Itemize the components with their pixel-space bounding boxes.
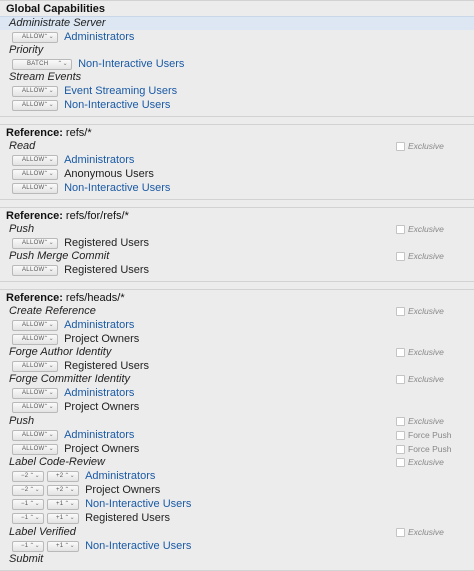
- group-link[interactable]: Administrators: [64, 387, 135, 400]
- exclusive-checkbox[interactable]: [396, 417, 405, 426]
- permission-label: Push Merge Commit: [9, 250, 110, 262]
- action-select[interactable]: ALLOW ⌃⌄: [12, 444, 58, 455]
- group-link[interactable]: Non-Interactive Users: [64, 182, 171, 195]
- rule-row: [0, 483, 474, 497]
- section-title: Global Capabilities: [6, 3, 106, 15]
- group-link[interactable]: Non-Interactive Users: [64, 99, 171, 112]
- group-name: Registered Users: [64, 360, 150, 373]
- exclusive-toggle[interactable]: Exclusive: [396, 373, 470, 385]
- select-arrow-icon: ⌃⌄: [29, 486, 40, 493]
- group-name: Project Owners: [64, 401, 140, 414]
- group-link[interactable]: Administrators: [85, 470, 156, 483]
- exclusive-toggle[interactable]: Exclusive: [396, 223, 470, 235]
- permission-read: [0, 140, 474, 195]
- select-arrow-icon: ⌃⌄: [29, 500, 40, 507]
- select-arrow-icon: ⌃⌄: [64, 472, 75, 479]
- section-title: Reference: refs/for/refs/*: [6, 210, 129, 222]
- select-arrow-icon: ⌃⌄: [43, 321, 54, 328]
- exclusive-toggle[interactable]: Exclusive: [396, 250, 470, 262]
- min-score-select[interactable]: −2 ⌃⌄: [12, 485, 44, 496]
- select-arrow-icon: ⌃⌄: [43, 389, 54, 396]
- exclusive-toggle[interactable]: Exclusive: [396, 346, 470, 358]
- rule-row: [0, 57, 474, 71]
- max-score-select[interactable]: +2 ⌃⌄: [47, 471, 79, 482]
- action-select[interactable]: ALLOW ⌃⌄: [12, 238, 58, 249]
- exclusive-toggle[interactable]: Exclusive: [396, 526, 470, 538]
- max-score-select[interactable]: +2 ⌃⌄: [47, 485, 79, 496]
- reference-refs-all-section: [0, 124, 474, 200]
- exclusive-checkbox[interactable]: [396, 458, 405, 467]
- permission-label: Administrate Server: [0, 16, 474, 30]
- permission-push-merge-commit: [0, 250, 474, 277]
- select-arrow-icon: ⌃⌄: [43, 101, 54, 108]
- group-name: Project Owners: [64, 443, 140, 456]
- permission-push-heads: [0, 415, 474, 456]
- max-score-select[interactable]: +1 ⌃⌄: [47, 499, 79, 510]
- permission-submit: [0, 553, 474, 566]
- permission-label: Create Reference: [9, 305, 96, 317]
- group-link[interactable]: Administrators: [64, 31, 135, 44]
- rule-row: [0, 539, 474, 553]
- select-arrow-icon: ⌃⌄: [29, 542, 40, 549]
- select-arrow-icon: ⌃⌄: [64, 514, 75, 521]
- exclusive-checkbox[interactable]: [396, 252, 405, 261]
- priority-select[interactable]: BATCH ⌃⌄: [12, 59, 72, 70]
- reference-refs-heads-section: [0, 289, 474, 571]
- exclusive-toggle[interactable]: Exclusive: [396, 140, 470, 152]
- permission-label: Push: [9, 415, 35, 427]
- group-name: Anonymous Users: [64, 168, 154, 181]
- exclusive-toggle[interactable]: Exclusive: [396, 456, 470, 468]
- max-score-select[interactable]: +1 ⌃⌄: [47, 541, 79, 552]
- permission-label-code-review: [0, 456, 474, 525]
- rule-row: [0, 318, 474, 332]
- action-select[interactable]: ALLOW ⌃⌄: [12, 430, 58, 441]
- action-select[interactable]: ALLOW ⌃⌄: [12, 86, 58, 97]
- action-select[interactable]: ALLOW ⌃⌄: [12, 183, 58, 194]
- select-arrow-icon: ⌃⌄: [43, 403, 54, 410]
- rule-row: [0, 167, 474, 181]
- permission-stream-events: [0, 71, 474, 112]
- min-score-select[interactable]: −2 ⌃⌄: [12, 471, 44, 482]
- reference-refs-for-section: [0, 207, 474, 282]
- action-select[interactable]: ALLOW ⌃⌄: [12, 402, 58, 413]
- permission-create-reference: [0, 305, 474, 346]
- rule-row: [0, 84, 474, 98]
- section-title: Reference: refs/heads/*: [6, 292, 125, 304]
- select-arrow-icon: ⌃⌄: [43, 266, 54, 273]
- select-arrow-icon: ⌃⌄: [64, 486, 75, 493]
- rule-row: [0, 400, 474, 414]
- permission-label: Priority: [9, 44, 44, 56]
- select-arrow-icon: ⌃⌄: [43, 239, 54, 246]
- force-push-checkbox[interactable]: [396, 431, 405, 440]
- permission-label: Push: [9, 223, 35, 235]
- max-score-select[interactable]: +1 ⌃⌄: [47, 513, 79, 524]
- group-name: Registered Users: [85, 512, 171, 525]
- exclusive-checkbox[interactable]: [396, 142, 405, 151]
- select-arrow-icon: ⌃⌄: [64, 500, 75, 507]
- action-select[interactable]: ALLOW ⌃⌄: [12, 334, 58, 345]
- exclusive-toggle[interactable]: Exclusive: [396, 415, 470, 427]
- select-arrow-icon: ⌃⌄: [43, 170, 54, 177]
- permission-administrate-server: [0, 16, 474, 44]
- action-select[interactable]: ALLOW ⌃⌄: [12, 100, 58, 111]
- exclusive-checkbox[interactable]: [396, 225, 405, 234]
- action-select[interactable]: ALLOW ⌃⌄: [12, 155, 58, 166]
- group-link[interactable]: Administrators: [64, 429, 135, 442]
- select-arrow-icon: ⌃⌄: [43, 335, 54, 342]
- permission-forge-author: [0, 346, 474, 373]
- group-link[interactable]: Administrators: [64, 319, 135, 332]
- min-score-select[interactable]: −1 ⌃⌄: [12, 499, 44, 510]
- select-arrow-icon: ⌃⌄: [43, 33, 54, 40]
- section-title: Reference: refs/*: [6, 127, 92, 139]
- select-arrow-icon: ⌃⌄: [29, 472, 40, 479]
- permission-label: Forge Author Identity: [9, 346, 112, 358]
- action-select[interactable]: ALLOW ⌃⌄: [12, 361, 58, 372]
- rule-row: [0, 469, 474, 483]
- select-arrow-icon: ⌃⌄: [43, 87, 54, 94]
- action-select[interactable]: ALLOW ⌃⌄: [12, 388, 58, 399]
- action-select[interactable]: ALLOW ⌃⌄: [12, 32, 58, 43]
- rule-row: [0, 428, 474, 442]
- exclusive-checkbox[interactable]: [396, 528, 405, 537]
- min-score-select[interactable]: −1 ⌃⌄: [12, 513, 44, 524]
- group-link[interactable]: Non-Interactive Users: [85, 498, 192, 511]
- rule-row: [0, 497, 474, 511]
- rule-row: [0, 153, 474, 167]
- select-arrow-icon: ⌃⌄: [64, 542, 75, 549]
- force-push-checkbox[interactable]: [396, 445, 405, 454]
- permission-forge-committer: [0, 373, 474, 414]
- group-name: Registered Users: [64, 264, 150, 277]
- exclusive-toggle[interactable]: Exclusive: [396, 305, 470, 317]
- permission-label: Forge Committer Identity: [9, 373, 131, 385]
- rule-row: [0, 236, 474, 250]
- rule-row: [0, 181, 474, 195]
- permission-push: [0, 223, 474, 250]
- select-arrow-icon: ⌃⌄: [43, 431, 54, 438]
- group-link[interactable]: Event Streaming Users: [64, 85, 178, 98]
- select-arrow-icon: ⌃⌄: [43, 362, 54, 369]
- rule-row: [0, 30, 474, 44]
- group-name: Project Owners: [85, 484, 161, 497]
- group-link[interactable]: Administrators: [64, 154, 135, 167]
- min-score-select[interactable]: −1 ⌃⌄: [12, 541, 44, 552]
- rule-row: [0, 359, 474, 373]
- permission-label: Submit: [9, 553, 44, 565]
- rule-row: [0, 332, 474, 346]
- permission-label: Stream Events: [9, 71, 82, 83]
- group-link[interactable]: Non-Interactive Users: [85, 540, 192, 553]
- select-arrow-icon: ⌃⌄: [43, 445, 54, 452]
- rule-row: [0, 511, 474, 525]
- exclusive-checkbox[interactable]: [396, 375, 405, 384]
- rule-row: [0, 442, 474, 456]
- permission-label: Label Code-Review: [9, 456, 105, 468]
- rule-row: [0, 386, 474, 400]
- permission-label-verified: [0, 526, 474, 553]
- permission-priority: [0, 44, 474, 71]
- group-name: Registered Users: [64, 237, 150, 250]
- select-arrow-icon: ⌃⌄: [43, 156, 54, 163]
- exclusive-checkbox[interactable]: [396, 307, 405, 316]
- action-select[interactable]: ALLOW ⌃⌄: [12, 265, 58, 276]
- select-arrow-icon: ⌃⌄: [57, 60, 68, 67]
- force-push-toggle[interactable]: Force Push: [396, 443, 470, 455]
- force-push-toggle[interactable]: Force Push: [396, 429, 470, 441]
- group-link[interactable]: Non-Interactive Users: [78, 58, 185, 71]
- permission-label: Label Verified: [9, 526, 76, 538]
- exclusive-checkbox[interactable]: [396, 348, 405, 357]
- permission-label: Read: [9, 140, 36, 152]
- action-select[interactable]: ALLOW ⌃⌄: [12, 169, 58, 180]
- global-capabilities-section: [0, 0, 474, 117]
- select-arrow-icon: ⌃⌄: [29, 514, 40, 521]
- group-name: Project Owners: [64, 333, 140, 346]
- action-select[interactable]: ALLOW ⌃⌄: [12, 320, 58, 331]
- rule-row: [0, 263, 474, 277]
- rule-row: [0, 98, 474, 112]
- select-arrow-icon: ⌃⌄: [43, 184, 54, 191]
